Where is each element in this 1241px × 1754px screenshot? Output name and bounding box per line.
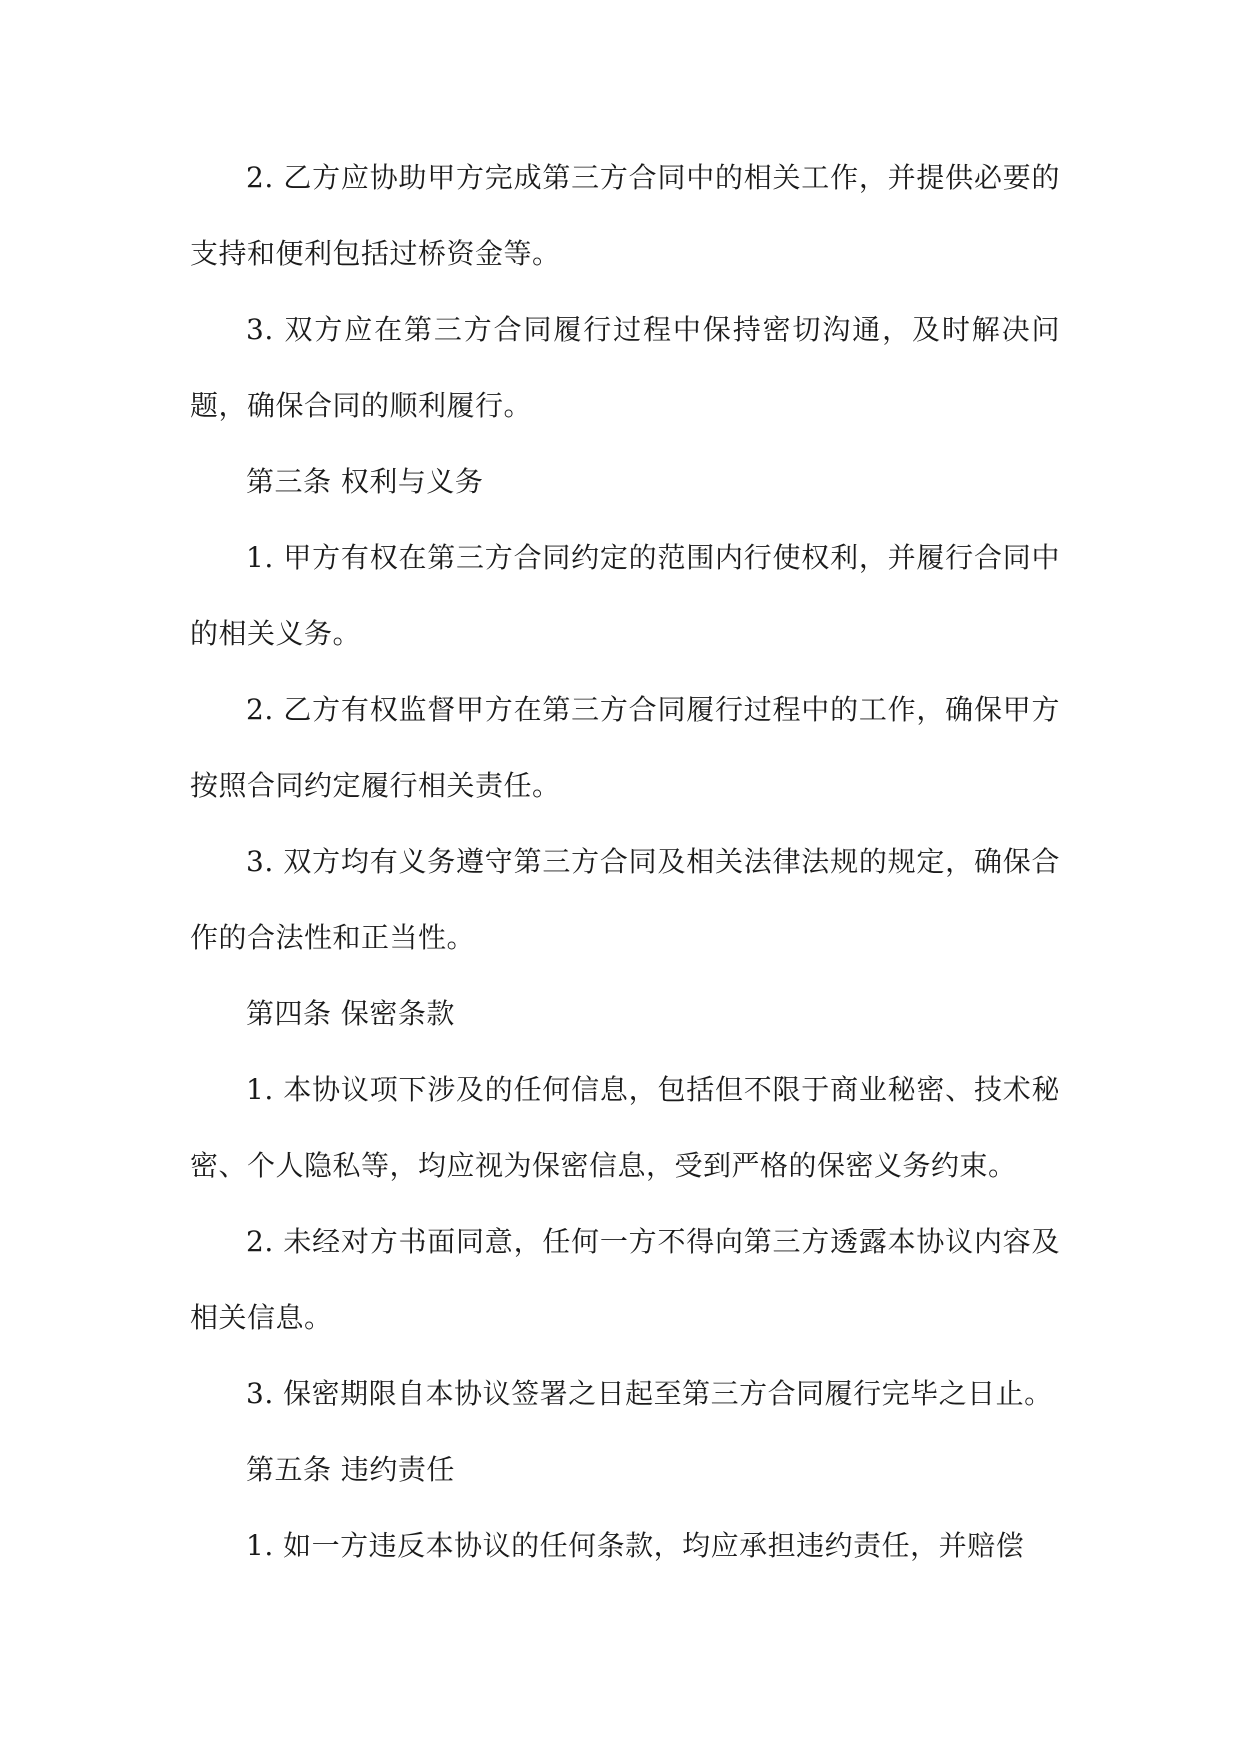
article-5-heading: 第五条 违约责任 xyxy=(246,1453,455,1486)
clause-3-2: 2. 乙方有权监督甲方在第三方合同履行过程中的工作，确保甲方按照合同约定履行相关责任。 xyxy=(190,693,1060,802)
clause-2-3: 3. 双方应在第三方合同履行过程中保持密切沟通，及时解决问题，确保合同的顺利履行。 xyxy=(190,313,1060,422)
clause-3-1: 1. 甲方有权在第三方合同约定的范围内行使权利，并履行合同中的相关义务。 xyxy=(190,541,1060,650)
clause-2-2: 2. 乙方应协助甲方完成第三方合同中的相关工作，并提供必要的支持和便利包括过桥资金等。 xyxy=(190,161,1060,270)
clause-3-3: 3. 双方均有义务遵守第三方合同及相关法律法规的规定，确保合作的合法性和正当性。 xyxy=(190,845,1060,954)
clause-5-1: 1. 如一方违反本协议的任何条款，均应承担违约责任，并赔偿 xyxy=(246,1529,1025,1562)
clause-4-1: 1. 本协议项下涉及的任何信息，包括但不限于商业秘密、技术秘密、个人隐私等，均应视为保密信息，受到严格的保密义务约束。 xyxy=(190,1073,1060,1182)
document-body xyxy=(190,140,1060,1584)
clause-4-2: 2. 未经对方书面同意，任何一方不得向第三方透露本协议内容及相关信息。 xyxy=(190,1225,1060,1334)
article-4-heading: 第四条 保密条款 xyxy=(246,997,455,1030)
clause-4-3: 3. 保密期限自本协议签署之日起至第三方合同履行完毕之日止。 xyxy=(246,1377,1053,1410)
article-3-heading: 第三条 权利与义务 xyxy=(246,465,484,498)
